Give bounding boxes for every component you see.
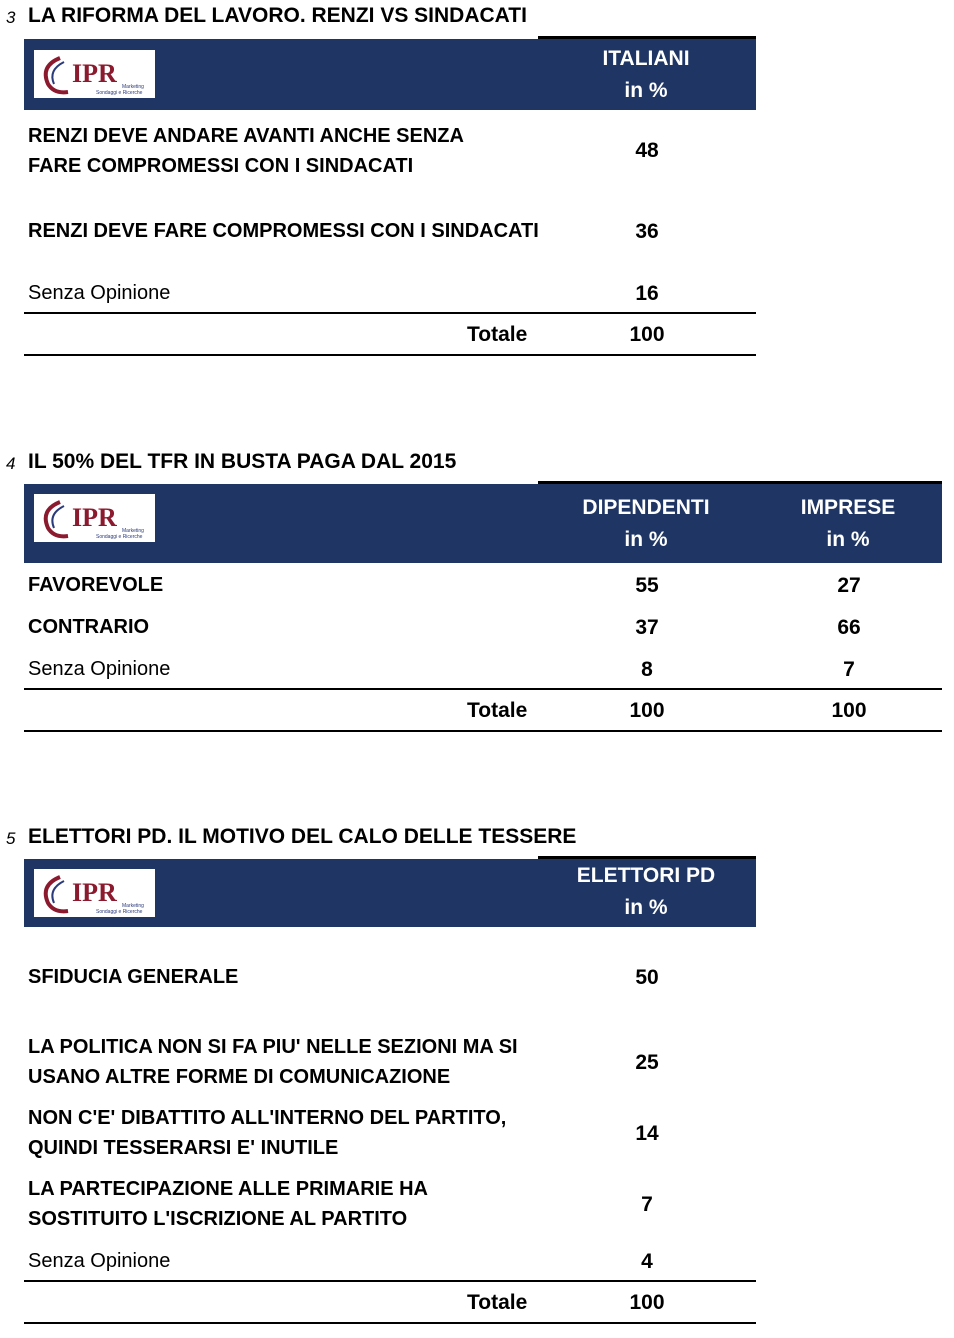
ipr-logo <box>34 50 155 98</box>
total-bottom-rule <box>24 1322 756 1324</box>
total-bottom-rule <box>24 730 942 732</box>
column-header-elettori-pd: ELETTORI PD in % <box>576 864 716 919</box>
svg-text:IPR: IPR <box>72 878 117 907</box>
section-number: 5 <box>6 829 16 848</box>
table-header <box>24 859 756 927</box>
total-label: Totale <box>467 323 528 346</box>
row-label: FAVOREVOLE <box>28 574 164 596</box>
svg-text:Marketing: Marketing <box>122 528 144 534</box>
row-label: LA POLITICA NON SI FA PIU' NELLE SEZIONI MA SI USANO ALTRE FORME DI COMUNICAZIONE <box>28 1036 518 1088</box>
row-value: 16 <box>635 282 659 305</box>
row-value: 36 <box>635 220 659 243</box>
row-label: NON C'E' DIBATTITO ALL'INTERNO DEL PARTITO, QUINDI TESSERARSI E' INUTILE <box>28 1107 507 1159</box>
row-label: Senza Opinione <box>28 658 171 680</box>
ipr-logo <box>34 869 155 917</box>
row-label: SFIDUCIA GENERALE <box>28 966 239 988</box>
row-value: 50 <box>635 966 659 989</box>
total-value: 100 <box>629 699 665 722</box>
total-label: Totale <box>467 699 528 722</box>
section-title: ELETTORI PD. IL MOTIVO DEL CALO DELLE TESSERE <box>28 825 577 848</box>
section-title: LA RIFORMA DEL LAVORO. RENZI VS SINDACATI <box>28 4 527 27</box>
total-label: Totale <box>467 1291 528 1314</box>
total-value: 100 <box>629 323 665 346</box>
column-header-dipendenti: DIPENDENTI in % <box>582 496 710 551</box>
svg-text:Sondaggi e Ricerche: Sondaggi e Ricerche <box>96 90 143 96</box>
svg-text:IPR: IPR <box>72 503 117 532</box>
row-value: 14 <box>635 1122 659 1145</box>
total-top-rule <box>24 688 942 690</box>
total-value: 100 <box>831 699 867 722</box>
table-header <box>24 484 942 563</box>
section-number: 3 <box>6 8 16 27</box>
row-value: 48 <box>635 139 659 162</box>
row-label: Senza Opinione <box>28 1250 171 1272</box>
row-value: 7 <box>843 658 855 681</box>
row-label: RENZI DEVE ANDARE AVANTI ANCHE SENZA FARE COMPROMESSI CON I SINDACATI <box>28 125 464 177</box>
column-header-imprese: IMPRESE in % <box>800 496 896 551</box>
svg-text:Sondaggi e Ricerche: Sondaggi e Ricerche <box>96 534 143 540</box>
total-value: 100 <box>629 1291 665 1314</box>
row-value: 25 <box>635 1051 659 1074</box>
row-label: Senza Opinione <box>28 282 171 304</box>
row-value: 8 <box>641 658 653 681</box>
svg-text:Marketing: Marketing <box>122 903 144 909</box>
table-header <box>24 39 756 110</box>
svg-text:IPR: IPR <box>72 59 117 88</box>
row-value: 37 <box>635 616 659 639</box>
row-value: 7 <box>641 1193 653 1216</box>
row-value: 66 <box>837 616 861 639</box>
row-value: 55 <box>635 574 659 597</box>
row-label: CONTRARIO <box>28 616 150 638</box>
svg-text:Marketing: Marketing <box>122 84 144 90</box>
row-value: 4 <box>641 1250 653 1273</box>
total-bottom-rule <box>24 354 756 356</box>
total-top-rule <box>24 312 756 314</box>
column-header-italiani: ITALIANI in % <box>602 47 690 102</box>
total-top-rule <box>24 1280 756 1282</box>
ipr-logo <box>34 494 155 542</box>
section-title: IL 50% DEL TFR IN BUSTA PAGA DAL 2015 <box>28 450 457 473</box>
svg-text:Sondaggi e Ricerche: Sondaggi e Ricerche <box>96 909 143 915</box>
row-label: LA PARTECIPAZIONE ALLE PRIMARIE HA SOSTITUITO L'ISCRIZIONE AL PARTITO <box>28 1178 428 1230</box>
row-label: RENZI DEVE FARE COMPROMESSI CON I SINDACATI <box>28 220 539 242</box>
section-number: 4 <box>6 454 16 473</box>
row-value: 27 <box>837 574 861 597</box>
